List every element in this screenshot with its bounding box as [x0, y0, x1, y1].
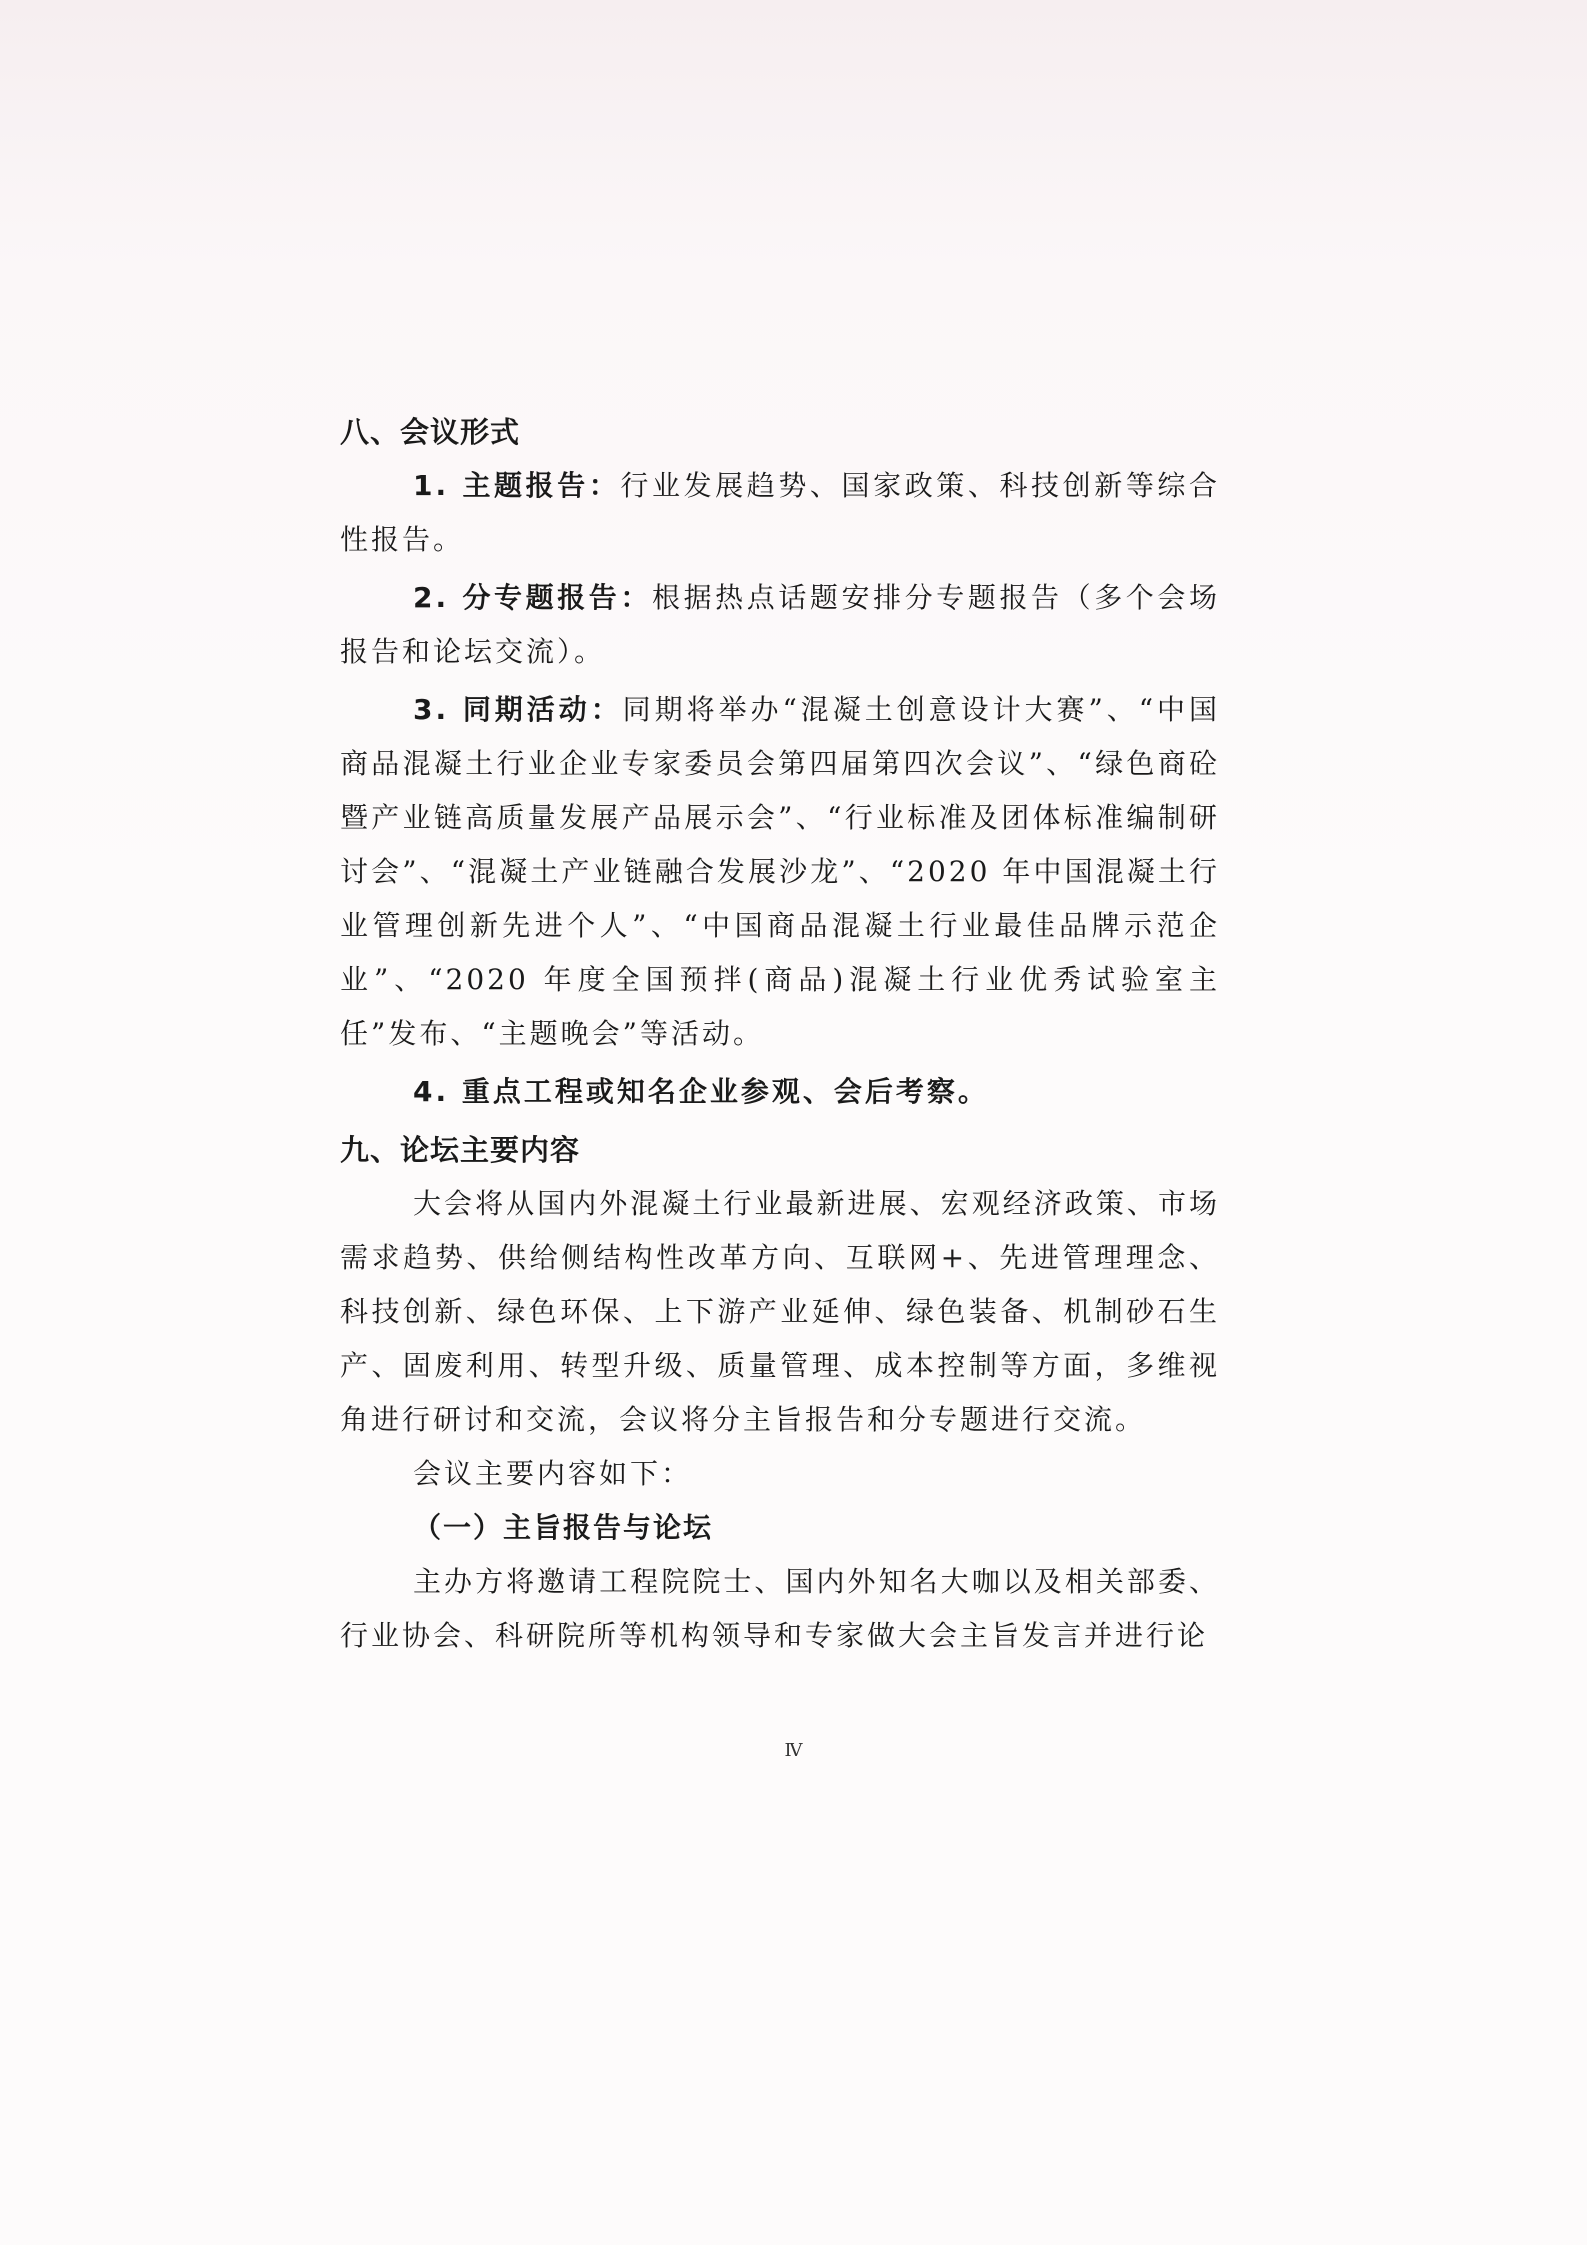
section-heading-meeting-format: 八、会议形式 [340, 415, 521, 449]
item-text: 同期将举办“混凝土创意设计大赛”、“中国商品混凝土行业企业专家委员会第四届第四次会议”、“绿色商砼暨产业链高质量发展产品展示会”、“行业标准及团体标准编制研讨会”、“混凝土产业链融合发展沙龙”、“2020 年中国混凝土行业管理创新先进个人”、“中国商品混凝土行业最佳品牌示范企业”、“2020 年度全国预拌(商品)混凝土行业优秀试验室主任”发布、“主题晚会”等活动。 [340, 693, 1220, 1050]
paragraph-site-visit [340, 1065, 1220, 1119]
item-text: 行业发展趋势、国家政策、科技创新等综合性报告。 [340, 469, 1220, 556]
document-body [340, 405, 1220, 1663]
item-lead: 1. 主题报告： [413, 469, 621, 502]
paragraph-keynote-report [340, 459, 1220, 567]
item-lead: 3. 同期活动： [413, 693, 623, 726]
item-text: 4. 重点工程或知名企业参观、会后考察。 [413, 1075, 989, 1108]
item-text: 根据热点话题安排分专题报告（多个会场报告和论坛交流）。 [340, 581, 1220, 668]
subheading-keynote-forum: （一）主旨报告与论坛 [413, 1511, 714, 1544]
paragraph-concurrent-activities [340, 683, 1220, 1061]
paragraph-forum-intro: 大会将从国内外混凝土行业最新进展、宏观经济政策、市场需求趋势、供给侧结构性改革方向、互联网+、先进管理理念、科技创新、绿色环保、上下游产业延伸、绿色装备、机制砂石生产、固废利用、转型升级、质量管理、成本控制等方面，多维视角进行研讨和交流，会议将分主旨报告和分专题进行交流。 [340, 1187, 1220, 1436]
section-heading-forum-content: 九、论坛主要内容 [340, 1133, 581, 1167]
paragraph-keynote-forum-text: 主办方将邀请工程院院士、国内外知名大咖以及相关部委、行业协会、科研院所等机构领导和专家做大会主旨发言并进行论 [340, 1565, 1220, 1652]
paragraph-topic-report [340, 571, 1220, 679]
paragraph-content-intro: 会议主要内容如下： [413, 1457, 693, 1490]
page-number: Ⅳ [784, 1740, 803, 1761]
item-lead: 2. 分专题报告： [413, 581, 652, 614]
